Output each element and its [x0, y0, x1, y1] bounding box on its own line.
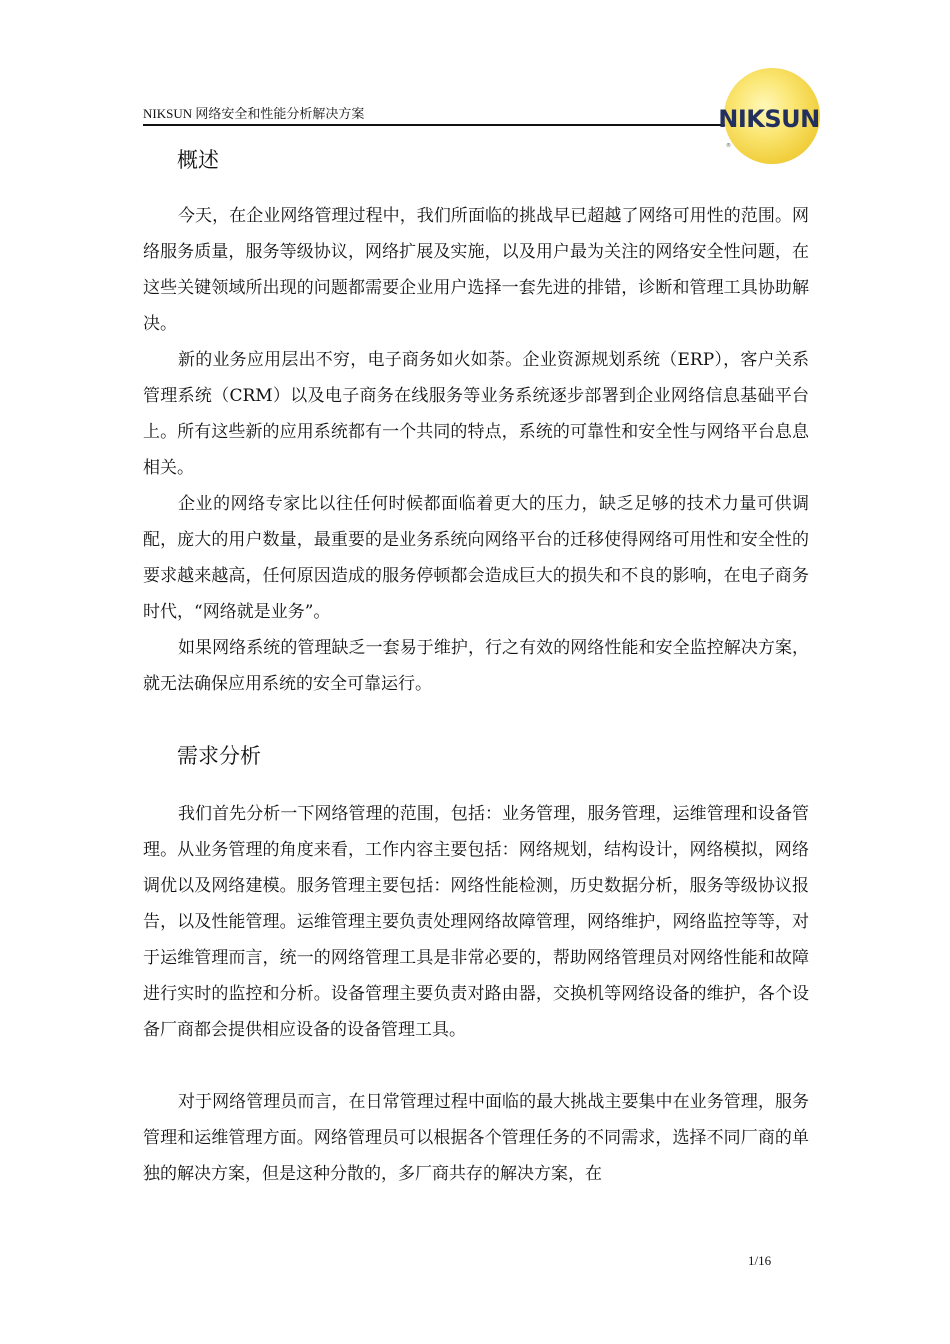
logo-trademark: ® — [726, 143, 731, 149]
niksun-logo — [718, 68, 820, 170]
document-title: NIKSUN 网络安全和性能分析解决方案 — [143, 106, 365, 121]
paragraph: 今天，在企业网络管理过程中，我们所面临的挑战早已超越了网络可用性的范围。网络服务质量，服务等级协议，网络扩展及实施，以及用户最为关注的网络安全性问题，在这些关键领域所出现的问题都需要企业用户选择一套先进的排错，诊断和管理工具协助解决。 — [143, 206, 809, 334]
section-heading-overview: 概述 — [177, 148, 219, 172]
header-divider — [143, 124, 807, 126]
paragraph: 对于网络管理员而言，在日常管理过程中面临的最大挑战主要集中在业务管理，服务管理和运维管理方面。网络管理员可以根据各个管理任务的不同需求，选择不同厂商的单独的解决方案，但是这种分散的，多厂商共存的解决方案，在 — [143, 1092, 809, 1184]
paragraph: 新的业务应用层出不穷，电子商务如火如荼。企业资源规划系统（ERP），客户关系管理系统（CRM）以及电子商务在线服务等业务系统逐步部署到企业网络信息基础平台上。所有这些新的应用系统都有一个共同的特点，系统的可靠性和安全性与网络平台息息相关。 — [143, 350, 809, 478]
paragraph: 企业的网络专家比以往任何时候都面临着更大的压力，缺乏足够的技术力量可供调配，庞大的用户数量，最重要的是业务系统向网络平台的迁移使得网络可用性和安全性的要求越来越高，任何原因造成的服务停顿都会造成巨大的损失和不良的影响，在电子商务时代，“网络就是业务”。 — [143, 494, 809, 622]
page-number: 1/16 — [748, 1253, 772, 1268]
paragraph: 我们首先分析一下网络管理的范围，包括：业务管理，服务管理，运维管理和设备管理。从业务管理的角度来看，工作内容主要包括：网络规划，结构设计，网络模拟，网络调优以及网络建模。服务管理主要包括：网络性能检测，历史数据分析，服务等级协议报告，以及性能管理。运维管理主要负责处理网络故障管理，网络维护，网络监控等等，对于运维管理而言，统一的网络管理工具是非常必要的，帮助网络管理员对网络性能和故障进行实时的监控和分析。设备管理主要负责对路由器，交换机等网络设备的维护，各个设备厂商都会提供相应设备的设备管理工具。 — [143, 804, 809, 1040]
section-heading-requirements: 需求分析 — [177, 744, 261, 768]
paragraph: 如果网络系统的管理缺乏一套易于维护，行之有效的网络性能和安全监控解决方案，就无法确保应用系统的安全可靠运行。 — [143, 638, 809, 694]
logo-wordmark: NIKSUN — [718, 105, 820, 133]
